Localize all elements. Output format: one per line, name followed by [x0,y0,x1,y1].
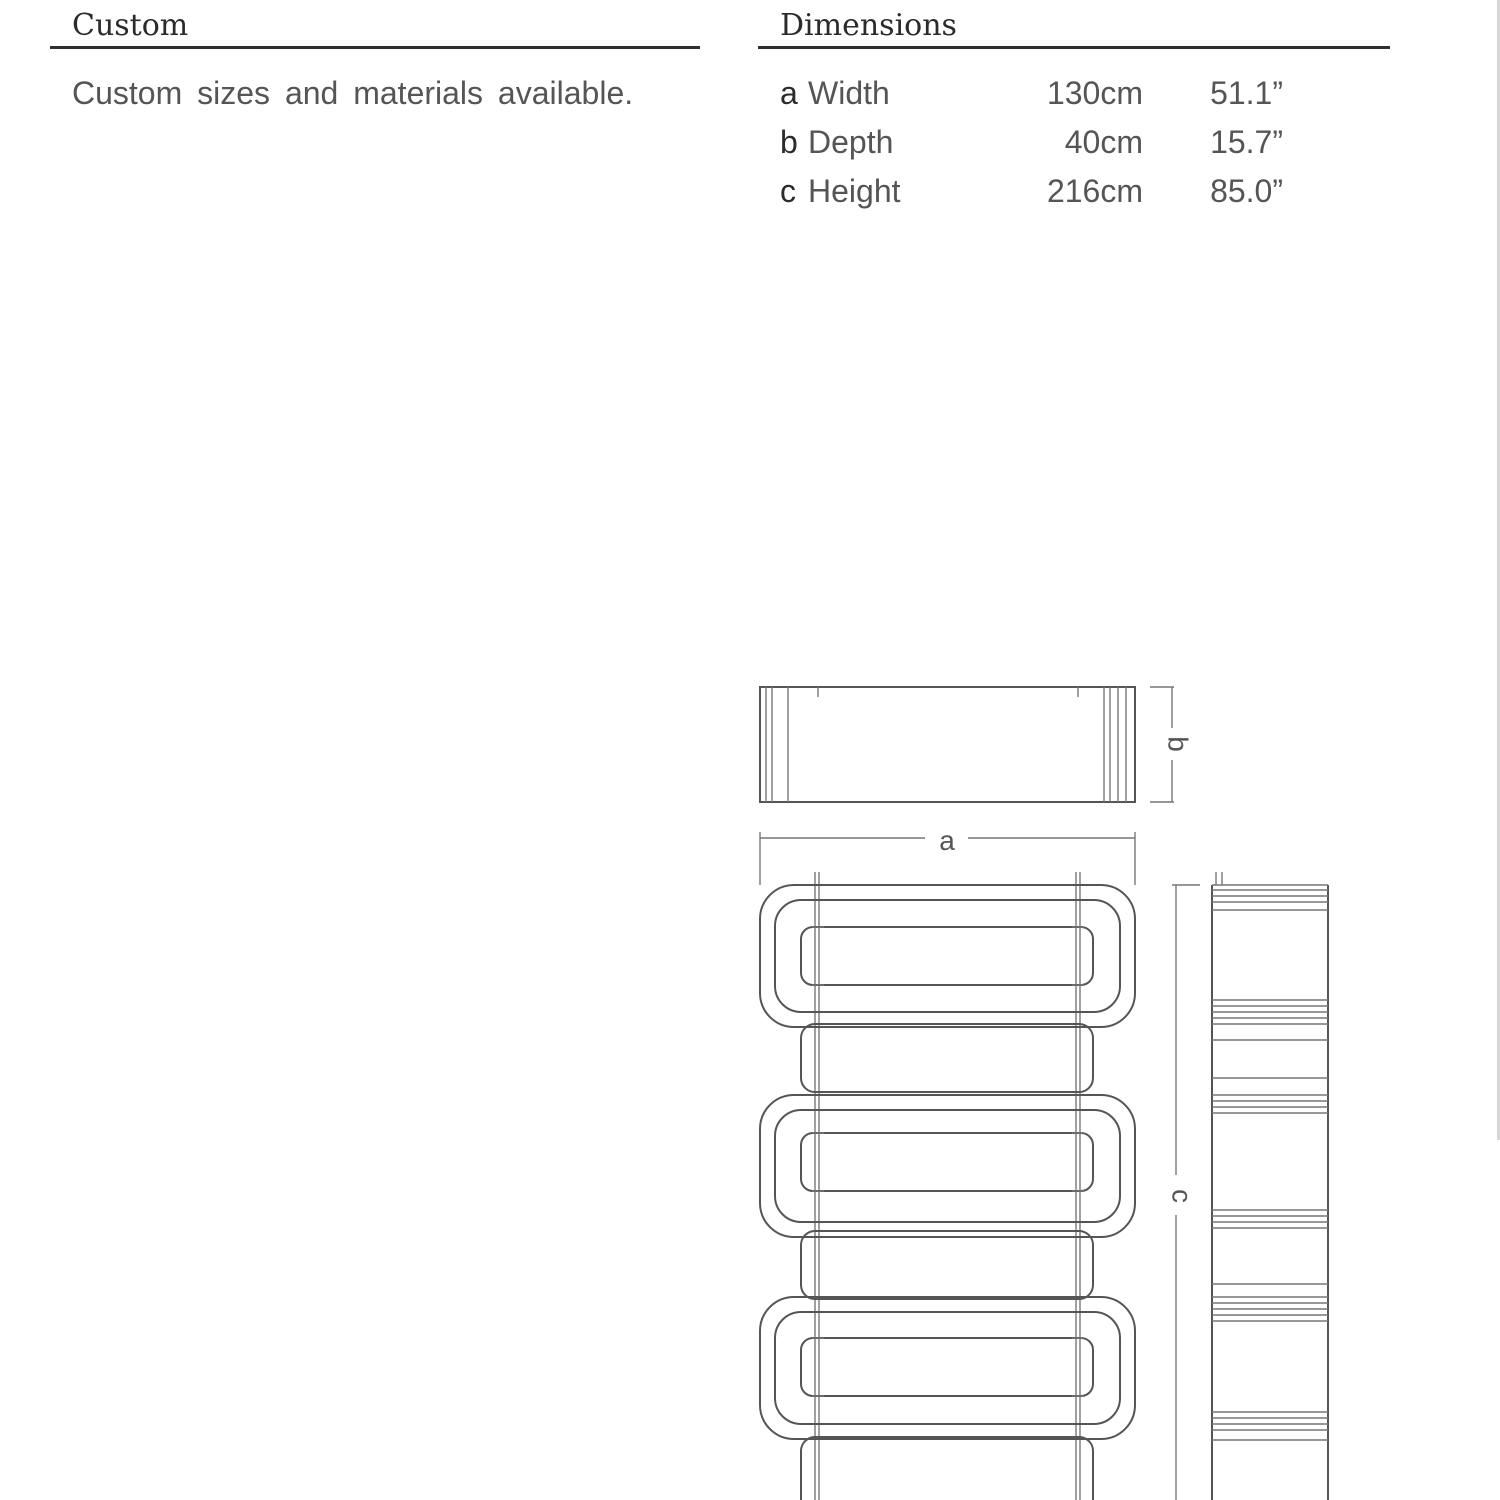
dimension-cm: 40cm [1064,124,1143,160]
dimension-cm: 130cm [1046,75,1143,111]
dimension-inch: 51.1” [1210,75,1283,111]
width-dimension [760,825,1135,885]
dimension-label-b: b [1162,736,1194,752]
custom-title: Custom [50,0,700,49]
dimension-label: Depth [808,124,894,160]
front-view [760,872,1135,1500]
custom-description: Custom sizes and materials available. [72,75,634,111]
dimension-label: Height [808,173,901,209]
dimension-inch: 85.0” [1210,173,1283,209]
side-view [1212,872,1328,1500]
height-dimension [1167,885,1200,1500]
dimension-cm: 216cm [1046,173,1143,209]
dimension-label-c: c [1166,1189,1198,1203]
dimension-label-a: a [939,825,955,856]
dimensions-title: Dimensions [758,0,1390,49]
dimension-label: Width [808,75,890,111]
dimension-letter: a [780,75,798,111]
dimension-letter: b [780,124,798,160]
dimension-letter: c [780,173,796,209]
top-view [760,687,1194,802]
dimension-inch: 15.7” [1210,124,1283,160]
